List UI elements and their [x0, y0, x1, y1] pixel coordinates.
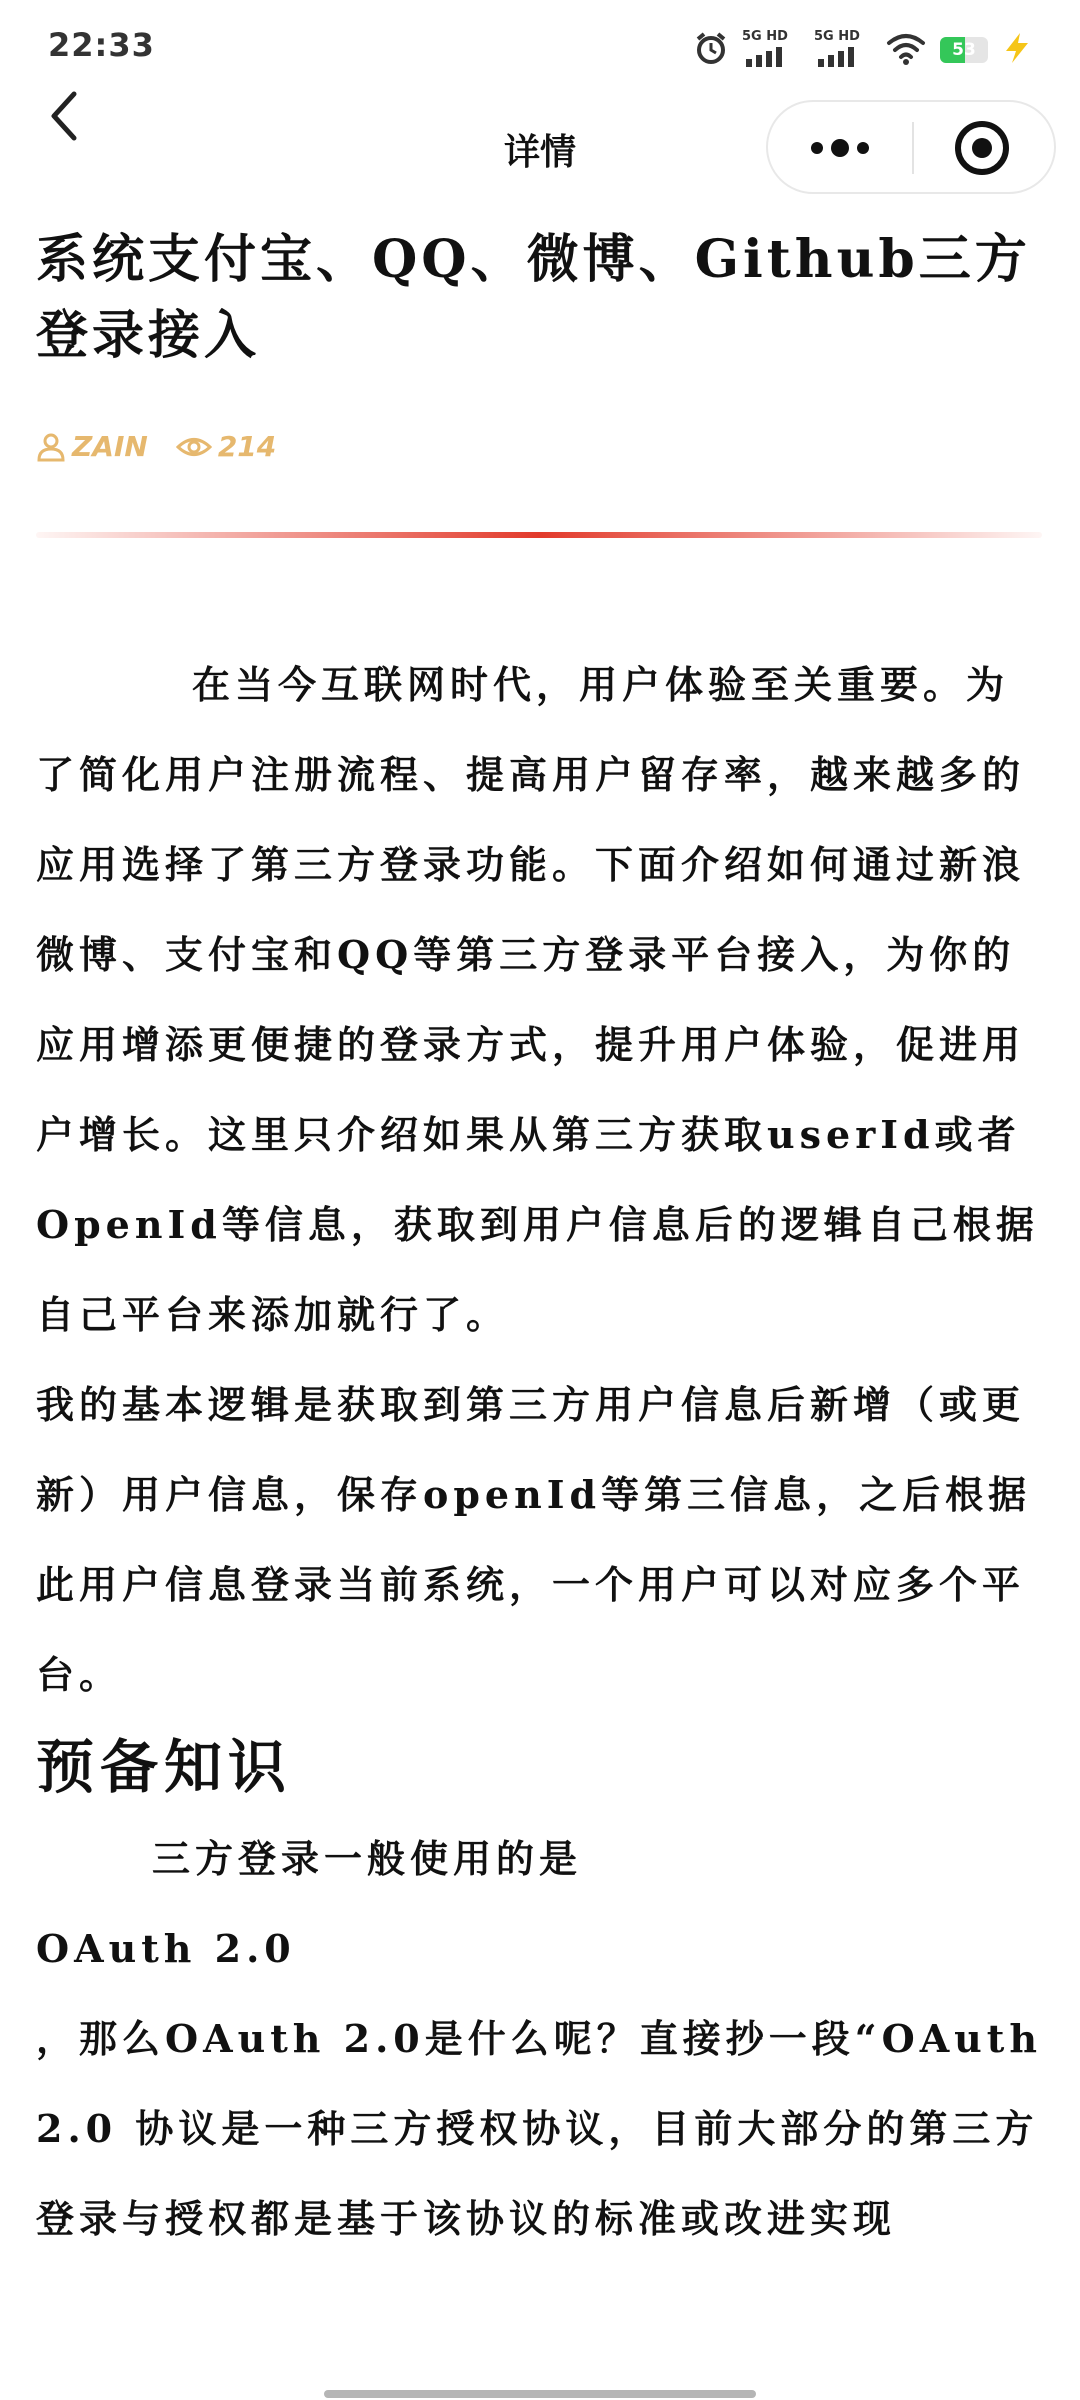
status-time: 22:33: [48, 26, 155, 64]
status-icons: [694, 30, 1032, 70]
paragraph: 我的基本逻辑是获取到第三方用户信息后新增（或更新）用户信息，保存openId等第三信息，之后根据此用户信息登录当前系统，一个用户可以对应多个平台。: [36, 1382, 1032, 1697]
title-divider: [36, 532, 1042, 538]
signal-icon: [742, 31, 800, 69]
section-heading: 预备知识: [36, 1733, 293, 1801]
signal-label: 5G HD: [814, 29, 860, 44]
wifi-icon: [886, 31, 926, 69]
status-bar: [0, 0, 1080, 90]
user-icon: [36, 432, 66, 462]
paragraph: 在当今互联网时代，用户体验至关重要。为了简化用户注册流程、提高用户留存率，越来越多的应用选择了第三方登录功能。下面介绍如何通过新浪微博、支付宝和QQ等第三方登录平台接入，为你的应用增添更便捷的登录方式，提升用户体验，促进用户增长。这里只介绍如果从第三方获取userId或者OpenId等信息，获取到用户信息后的逻辑自己根据自己平台来添加就行了。: [36, 662, 1039, 1337]
mini-program-capsule: [766, 100, 1056, 194]
page-title: 详情: [503, 131, 576, 173]
battery-icon: [940, 37, 988, 63]
author: [36, 430, 148, 463]
more-button[interactable]: [768, 102, 912, 192]
paragraph: 三方登录一般使用的是: [152, 1836, 583, 1881]
paragraph: ，那么OAuth 2.0是什么呢？直接抄一段“OAuth 2.0 协议是一种三方授权协议，目前大部分的第三方登录与授权都是基于该协议的标准或改进实现: [36, 2016, 1042, 2241]
view-count: [176, 430, 276, 463]
article-body: [36, 640, 1046, 2264]
article-meta: [36, 430, 304, 463]
close-button[interactable]: [914, 102, 1054, 192]
signal-label: 5G HD: [742, 29, 788, 44]
view-count-value: 214: [217, 430, 277, 463]
author-name: ZAIN: [72, 430, 148, 463]
more-dots-icon: [768, 102, 912, 192]
battery-level: 53: [952, 40, 976, 60]
article-title: 系统支付宝、QQ、微博、Github三方登录接入: [36, 229, 1031, 366]
home-indicator[interactable]: [324, 2390, 756, 2398]
signal-icon: [814, 31, 872, 69]
charging-icon: [1002, 32, 1032, 68]
eye-icon: [176, 432, 212, 462]
code-term: OAuth 2.0: [36, 1926, 296, 1971]
alarm-icon: [694, 31, 728, 69]
target-close-icon: [914, 102, 1054, 192]
